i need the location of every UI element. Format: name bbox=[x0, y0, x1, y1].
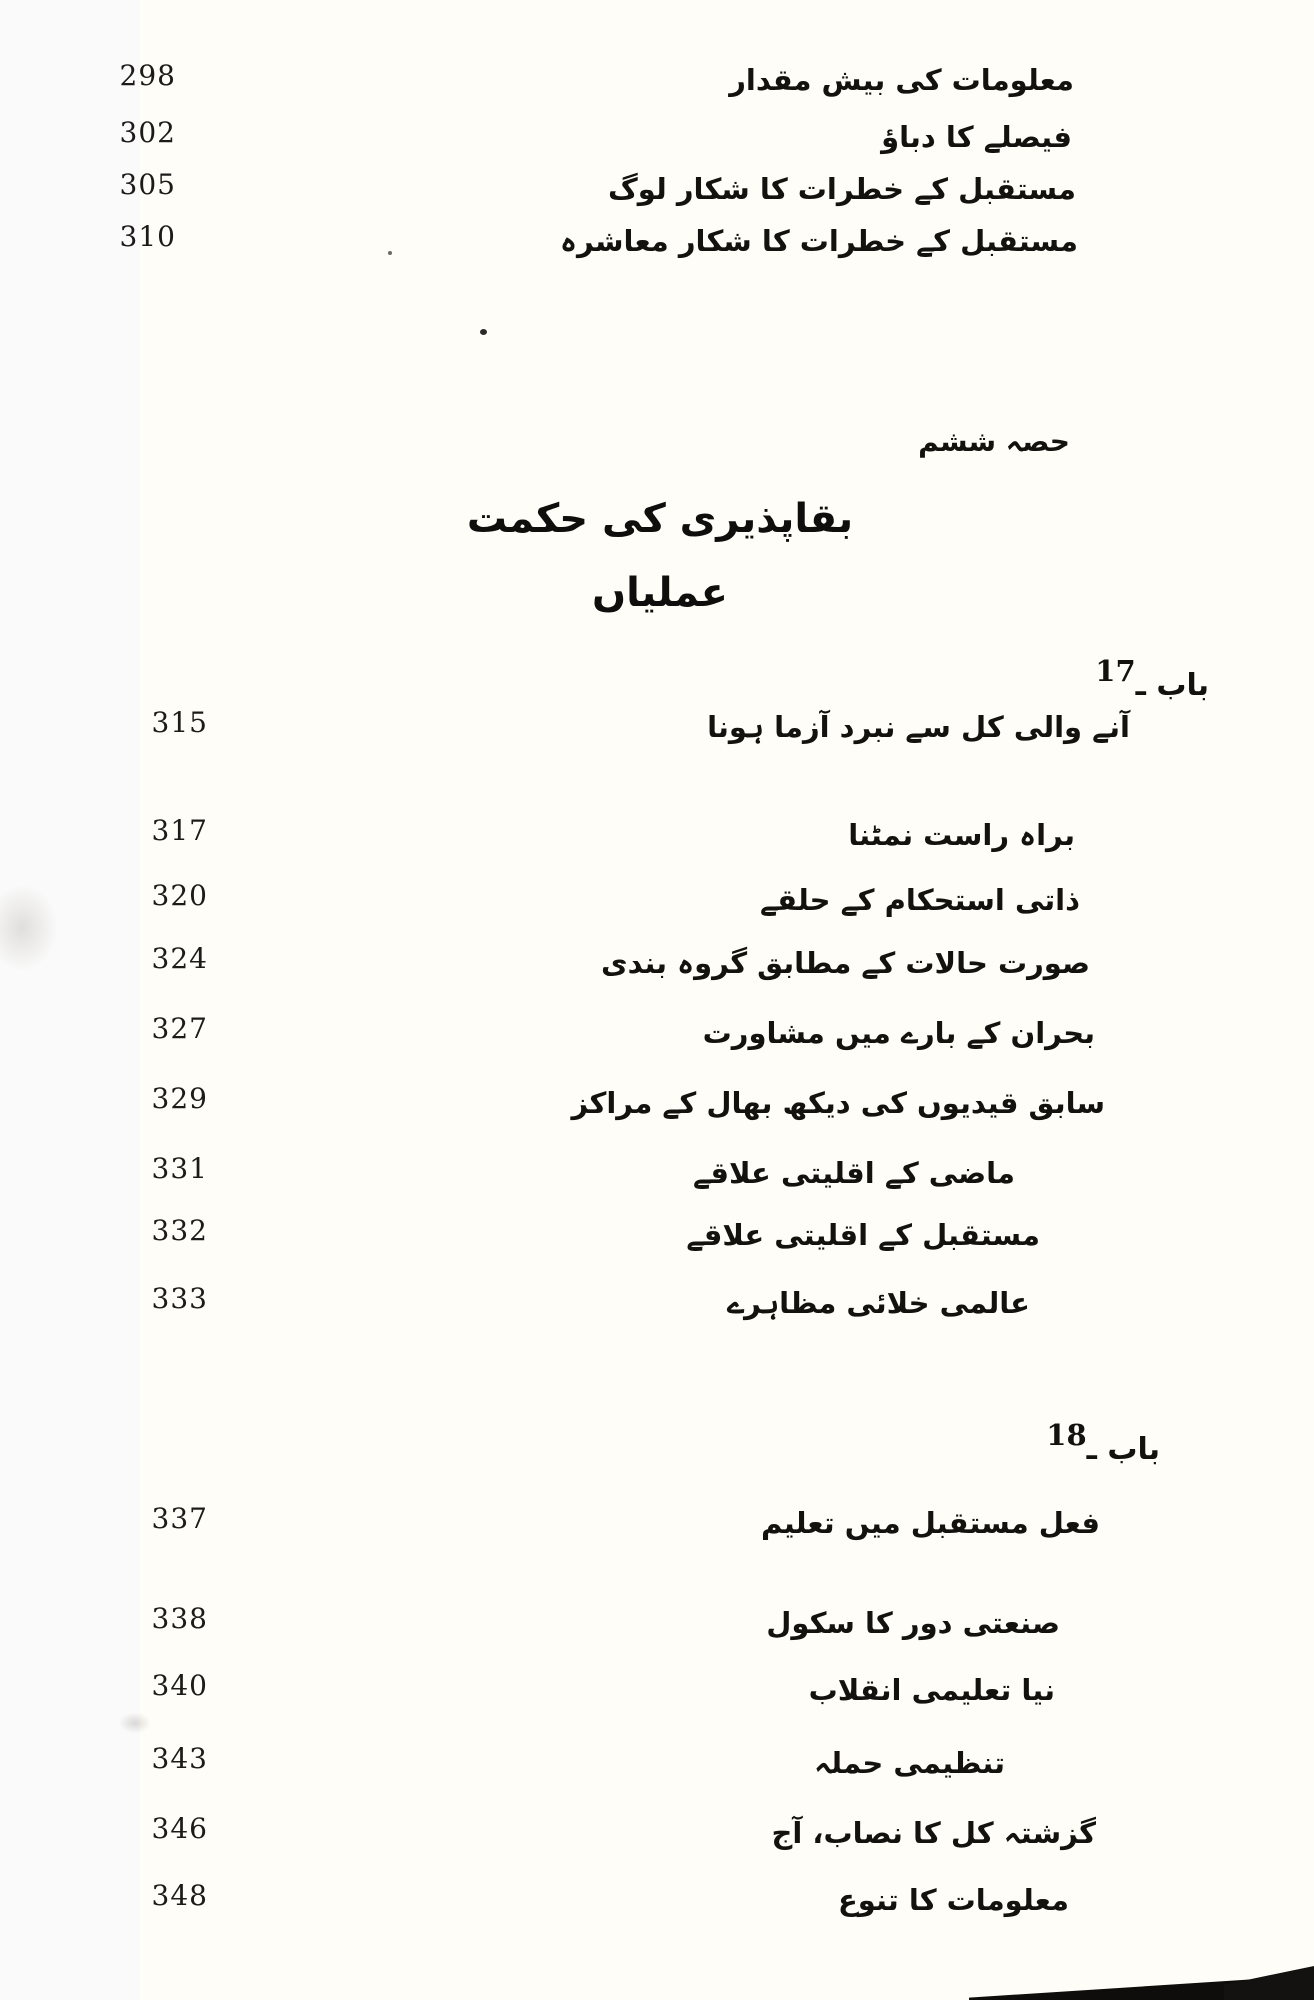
toc-entry-title: صورت حالات کے مطابق گروہ بندی bbox=[600, 946, 1090, 980]
chapter-number: 18 bbox=[1046, 1418, 1087, 1452]
toc-entry-title: ماضی کے اقلیتی علاقے bbox=[693, 1156, 1015, 1190]
toc-row bbox=[0, 875, 1314, 933]
toc-entry-title: گزشتہ کل کا نصاب، آج bbox=[771, 1816, 1096, 1850]
toc-entry-title: سابق قیدیوں کی دیکھ بھال کے مراکز bbox=[571, 1086, 1105, 1120]
chapter-word: باب ـ bbox=[1135, 668, 1209, 703]
toc-row bbox=[0, 938, 1314, 996]
toc-page-number: 332 bbox=[151, 1214, 208, 1247]
toc-page-number: 337 bbox=[151, 1502, 208, 1535]
chapter-heading bbox=[1046, 1418, 1160, 1467]
toc-row bbox=[0, 1875, 1314, 1933]
toc-row bbox=[0, 1665, 1314, 1723]
toc-row bbox=[0, 112, 1314, 170]
chapter-word: باب ـ bbox=[1086, 1432, 1160, 1467]
toc-page-number: 324 bbox=[151, 942, 208, 975]
toc-page-number: 348 bbox=[151, 1879, 208, 1912]
toc-page-number: 333 bbox=[151, 1282, 208, 1315]
scan-shadow bbox=[0, 868, 72, 988]
toc-entry-title: آنے والی کل سے نبرد آزما ہونا bbox=[707, 710, 1130, 744]
toc-entry-title: صنعتی دور کا سکول bbox=[766, 1606, 1060, 1640]
toc-entry-title: عالمی خلائی مظاہرے bbox=[727, 1286, 1030, 1320]
toc-row bbox=[0, 55, 1314, 113]
toc-row bbox=[0, 1598, 1314, 1656]
toc-row bbox=[0, 702, 1314, 760]
toc-page-number: 298 bbox=[119, 59, 176, 92]
part-label: حصہ ششم bbox=[918, 425, 1070, 458]
toc-row bbox=[0, 1808, 1314, 1866]
toc-row bbox=[0, 1210, 1314, 1268]
toc-page-number: 329 bbox=[151, 1082, 208, 1115]
toc-row bbox=[0, 1498, 1314, 1556]
toc-row bbox=[0, 216, 1314, 274]
toc-entry-title: فعل مستقبل میں تعلیم bbox=[761, 1506, 1100, 1540]
chapter-number: 17 bbox=[1095, 654, 1136, 688]
toc-row bbox=[0, 164, 1314, 222]
toc-page-number: 340 bbox=[151, 1669, 208, 1702]
toc-page-number: 331 bbox=[151, 1152, 208, 1185]
toc-row bbox=[0, 1738, 1314, 1796]
toc-page-number: 338 bbox=[151, 1602, 208, 1635]
toc-page-number: 305 bbox=[119, 168, 176, 201]
toc-entry-title: تنظیمی حملہ bbox=[814, 1746, 1005, 1780]
part-title: بقاپذیری کی حکمت عملیاں bbox=[466, 496, 854, 616]
toc-page-number: 310 bbox=[119, 220, 176, 253]
toc-page-number: 317 bbox=[151, 814, 208, 847]
toc-page-number: 320 bbox=[151, 879, 208, 912]
toc-entry-title: فیصلے کا دباؤ bbox=[881, 120, 1072, 154]
toc-entry-title: معلومات کا تنوع bbox=[838, 1883, 1069, 1917]
toc-row bbox=[0, 1078, 1314, 1136]
toc-entry-title: ذاتی استحکام کے حلقے bbox=[759, 883, 1080, 917]
toc-page-number: 327 bbox=[151, 1012, 208, 1045]
toc-page-number: 302 bbox=[119, 116, 176, 149]
toc-page-number: 315 bbox=[151, 706, 208, 739]
toc-row bbox=[0, 1278, 1314, 1336]
toc-entry-title: بحران کے بارے میں مشاورت bbox=[702, 1016, 1095, 1050]
scan-speck bbox=[480, 329, 487, 335]
toc-entry-title: مستقبل کے خطرات کا شکار معاشرہ bbox=[560, 224, 1078, 258]
toc-page-number: 346 bbox=[151, 1812, 208, 1845]
scan-smudge bbox=[112, 1708, 158, 1738]
toc-entry-title: معلومات کی بیش مقدار bbox=[729, 63, 1074, 97]
toc-page-number: 343 bbox=[151, 1742, 208, 1775]
toc-row bbox=[0, 1008, 1314, 1066]
toc-entry-title: براہ راست نمٹنا bbox=[848, 818, 1075, 852]
toc-entry-title: مستقبل کے اقلیتی علاقے bbox=[686, 1218, 1040, 1252]
chapter-heading bbox=[1095, 654, 1209, 703]
toc-row bbox=[0, 810, 1314, 868]
scan-corner-shadow bbox=[1224, 1966, 1314, 2000]
toc-entry-title: نیا تعلیمی انقلاب bbox=[808, 1673, 1055, 1707]
toc-row bbox=[0, 1148, 1314, 1206]
toc-entry-title: مستقبل کے خطرات کا شکار لوگ bbox=[608, 172, 1076, 206]
scan-speck bbox=[388, 251, 392, 255]
